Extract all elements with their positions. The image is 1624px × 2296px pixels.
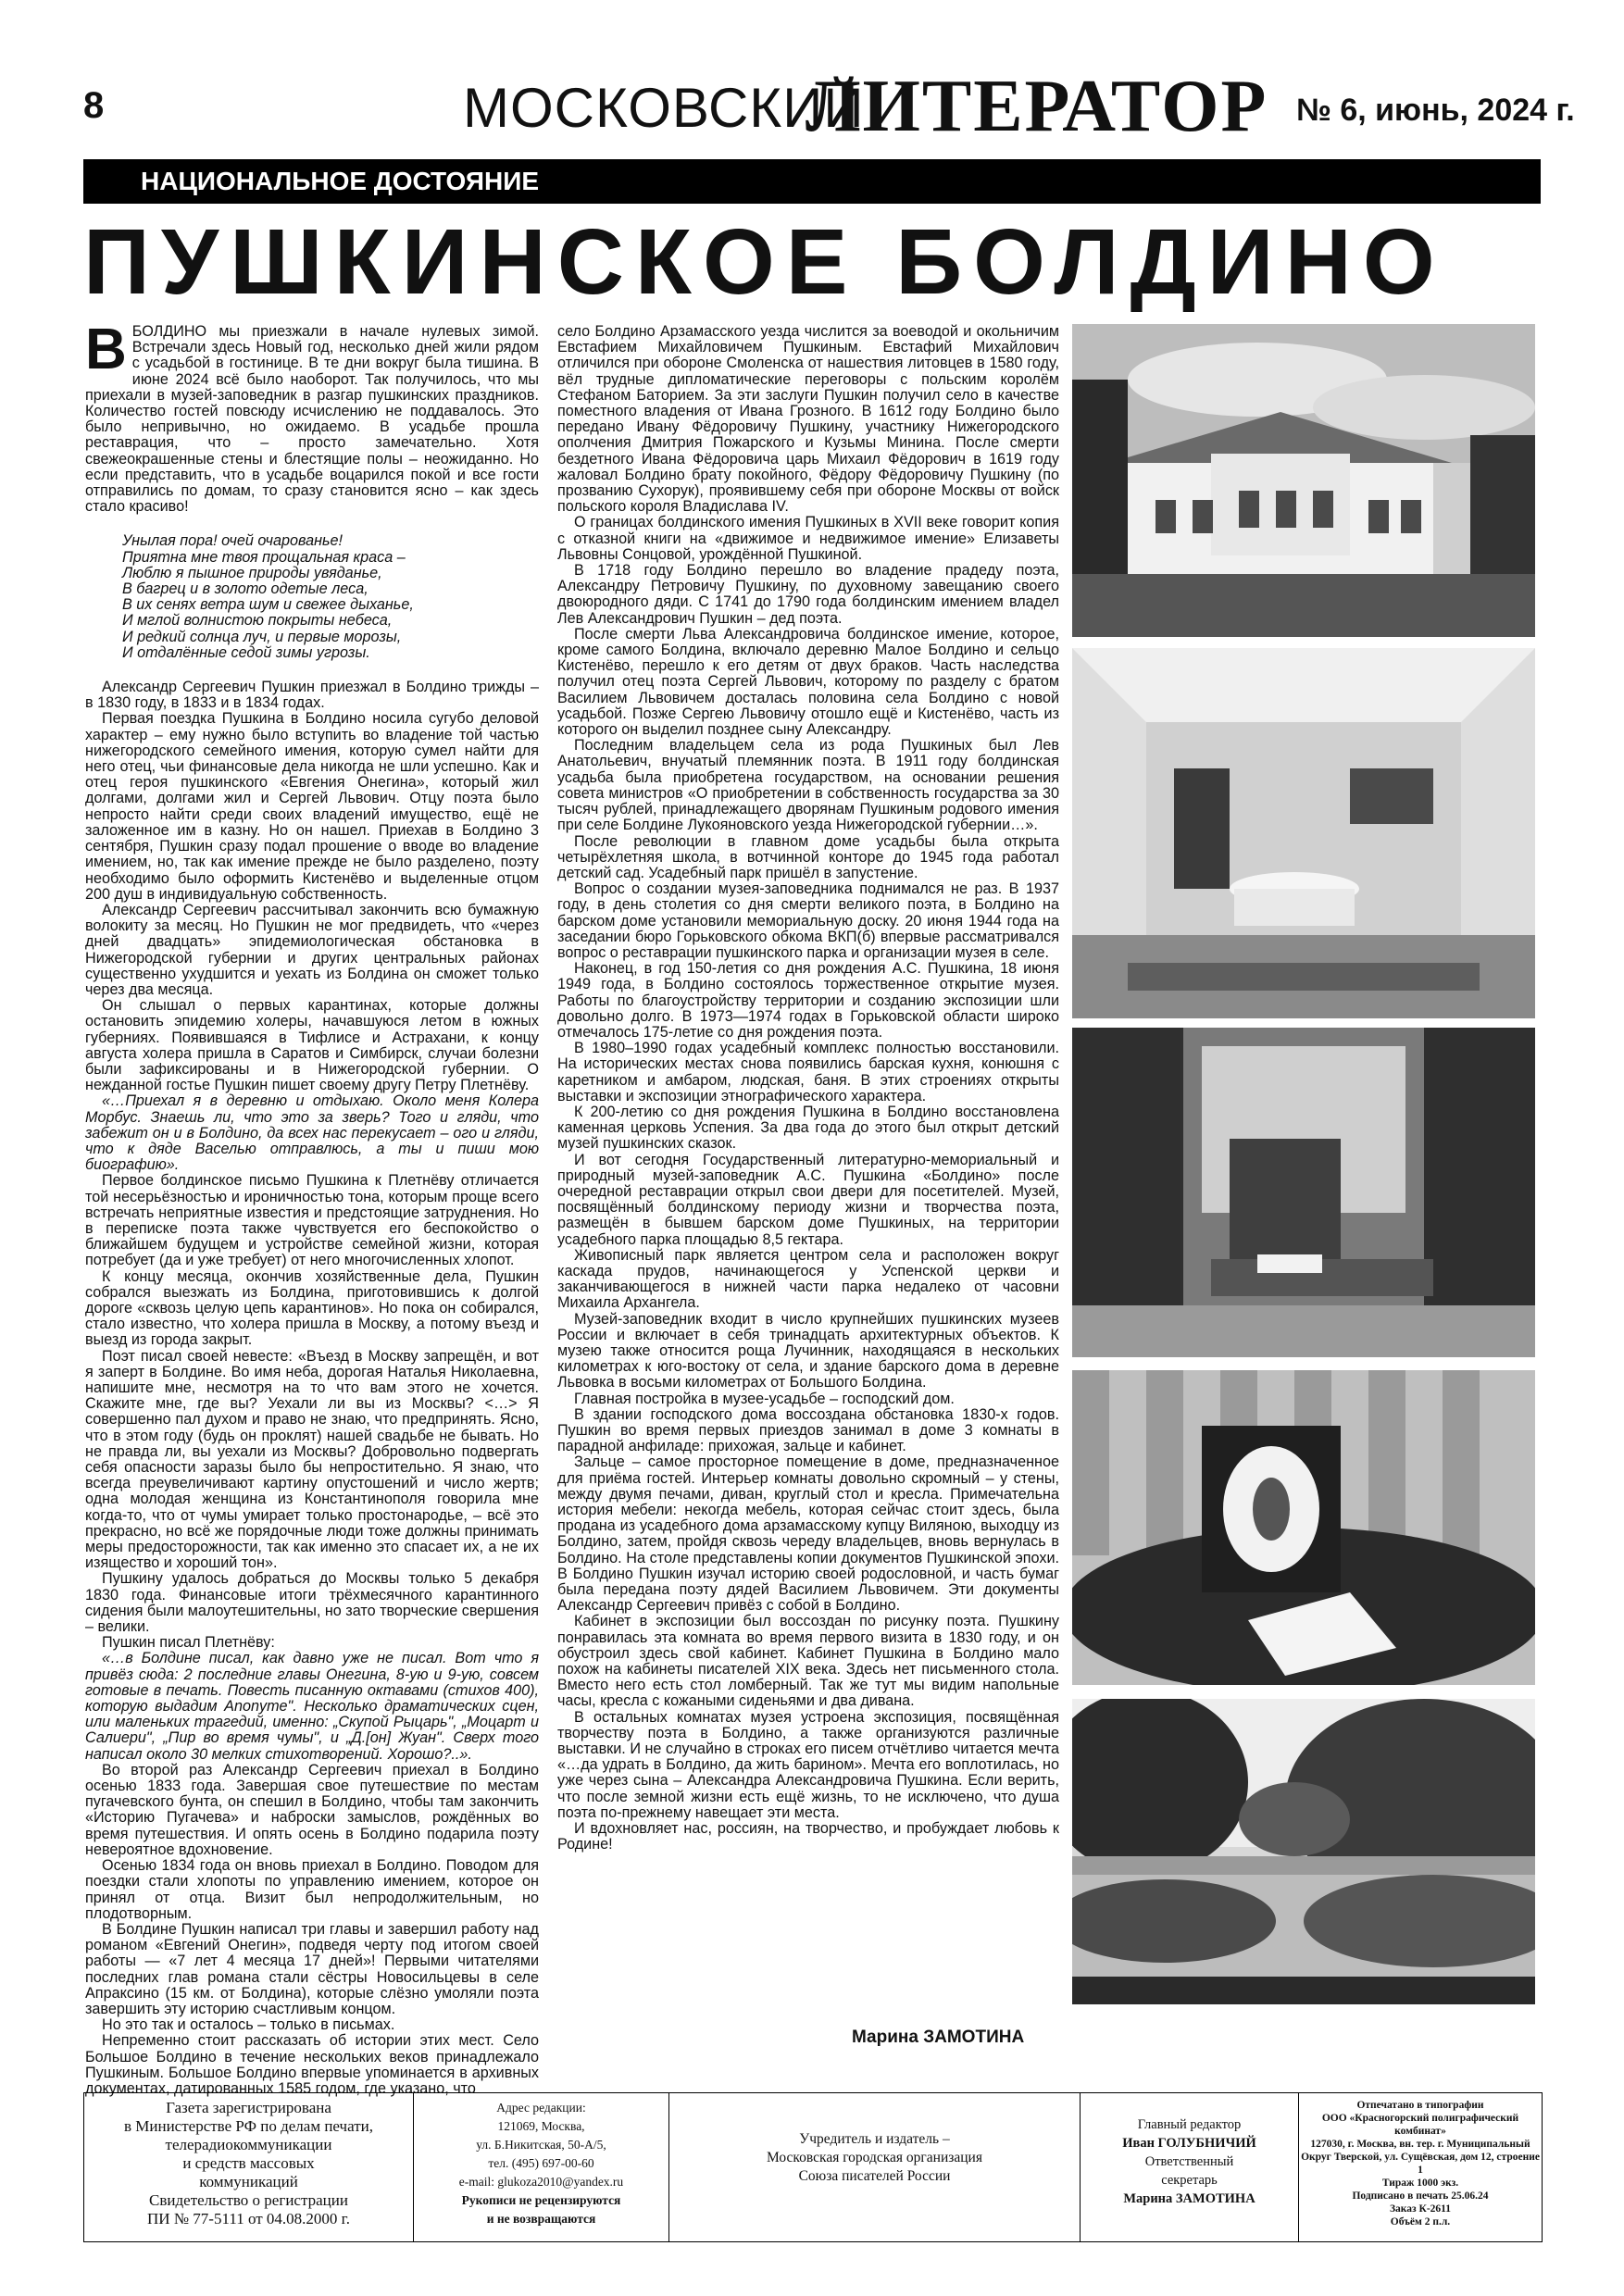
paragraph: Александр Сергеевич Пушкин приезжал в Болдино трижды – в 1830 году, в 1833 и в 1834 годах.	[85, 679, 539, 712]
footer-line: ул. Б.Никитская, 50-А/5,	[476, 2138, 606, 2152]
footer-line: Заказ К-2611	[1389, 2203, 1452, 2215]
paragraph: После смерти Льва Александровича болдинское имение, которое, кроме самого Болдина, включало деревню Малое Болдино и сельцо Кистенёво, перешло к его детям от двух браков. Часть наследства получил отец поэта Сергей Львович, которому по разделу с братом Василием Львовичем досталась половина села Болдино с новой усадьбой. Позже Сергею Львовичу отошло ещё и Кистенёво, часть из которого он выделил позднее сыну Александру.	[557, 625, 1059, 739]
footer-line: Тираж 1000 экз.	[1381, 2177, 1459, 2189]
paragraph: Живописный парк является центром села и расположен вокруг каскада прудов, начинающегося у Успенской церкви и заканчивающегося в нижней части парка недалеко от часовни Михаила Архангела.	[557, 1246, 1059, 1312]
poem-line: Унылая пора! очей очарованье!	[122, 532, 344, 550]
paragraph: Кабинет в экспозиции был воссоздан по рисунку поэта. Пушкину понравилась эта комната во время первого визита в 1830 году, и он обустроил здесь свой кабинет. Кабинет Пушкина в Болдино мало похож на кабинеты писателей XIX века. Здесь нет письменного стола. Вместо него есть стол ломберный. Так же тут мы видим напольные часы, кресла с кожаными сиденьями и два дивана.	[557, 1613, 1059, 1710]
paragraph: В остальных комнатах музея устроена экспозиция, посвящённая творчеству поэта в Болдино, а также организуются различные выставки. И не случайно в строках его писем отчётливо читается мечта «…да удрать в Болдино, да жить барином». Мечта его воплотилась, но уже через сына – Александра Александровича Пушкина. Если верить, что после земной жизни есть ещё жизнь, то не исключено, что душа поэта по-прежнему навещает эти места.	[557, 1708, 1059, 1821]
paragraph: Главная постройка в музее-усадьбе – господский дом.	[574, 1390, 955, 1407]
footer-line: Округ Тверской, ул. Сущёвская, дом 12, строение 1	[1301, 2152, 1540, 2176]
imprint-footer	[83, 2092, 1543, 2242]
poem-line: В их сенях ветра шум и свежее дыханье,	[122, 596, 414, 614]
photo-study-room	[1072, 1028, 1535, 1357]
lead-text: БОЛДИНО мы приезжали в начале нулевых зимой. Встречали здесь Новый год, несколько дней жили рядом с усадьбой в гостинице. В те дни вокруг была тишина. В июне 2024 всё было наоборот. Так получилось, что мы приехали в музей-заповедник в разгар пушкинских праздников. Количество гостей повсюду исчислению не поддавалось. Это было непривычно, но ожидаемо. В усадьбе прошла реставрация, что – просто замечательно. Хотя свежеокрашенные стены и блестящие полы – неожиданно. Но если представить, что в усадьбе воцарился покой и все гости отправились по домам, то сразу становится ясно – как здесь стало красиво!	[85, 323, 539, 516]
paragraph: Осенью 1834 года он вновь приехал в Болдино. Поводом для поездки стали хлопоты по управлению имением, которое он принял от отца. Визит был непродолжительным, но плодотворным.	[85, 1857, 539, 1922]
poem-line: Люблю я пышное природы увяданье,	[122, 564, 382, 581]
author-signature: Марина ЗАМОТИНА	[852, 2028, 1025, 2047]
footer-line: Московская городская организация	[767, 2150, 982, 2165]
footer-line: Газета зарегистрирована	[166, 2099, 331, 2116]
paragraph: Во второй раз Александр Сергеевич приехал в Болдино осенью 1833 года. Завершая свое путешествие по местам пугачевского бунта, он спешил в Болдино, чтобы там закончить «Историю Пугачева» и наброски замыслов, рождённых во время путешествия. И опять осень в Болдино подарила поэту невероятное вдохновение.	[85, 1761, 539, 1858]
masthead-big: ЛИТЕРАТОР	[806, 66, 1268, 147]
paragraph: И вот сегодня Государственный литературно-мемориальный и природный музей-заповедник А.С. Пушкина «Болдино» после очередной реставрации открыл свои двери для посетителей. Музей, посвящённый болдинскому периоду жизни и творчества поэта, размещён в бывшем барском доме Пушкиных, на территории усадебного парка площадью 8,5 гектара.	[557, 1151, 1059, 1248]
masthead-small: МОСКОВСКИЙ	[463, 77, 865, 139]
paragraph: Наконец, в год 150-летия со дня рождения А.С. Пушкина, 18 июня 1949 года, в Болдино состоялось торжественное открытие музея. Работы по благоустройству территории и созданию экспозиции шли довольно долго. В 1973—1974 годах в Горьковской области широко отмечалось 175-летие со дня рождения поэта.	[557, 960, 1059, 1041]
footer-line: Марина ЗАМОТИНА	[1123, 2191, 1255, 2206]
footer-line: и не возвращаются	[486, 2212, 596, 2226]
paragraph: Александр Сергеевич рассчитывал закончить всю бумажную волокиту за месяц. Но Пушкин не мог предвидеть, что «через дней двадцать» эпидемиологическая обстановка в Нижегородской губернии и других центральных районах существенно ухудшится и уехать из Болдина он сможет только через два месяца.	[85, 901, 539, 998]
footer-line: секретарь	[1161, 2173, 1218, 2188]
footer-line: Главный редактор	[1137, 2117, 1242, 2132]
footer-registration	[84, 2093, 414, 2241]
column-1-body	[85, 680, 539, 2097]
footer-line: ПИ № 77-5111 от 04.08.2000 г.	[147, 2210, 350, 2227]
paragraph: Первое болдинское письмо Пушкина к Плетнёву отличается той несерьёзностью и ироничностью тона, которым проще всего встречать неприятные известия и предстоящие затруднения. Но в переписке поэта также чувствуется его беспокойство о ближайшем будущем и устройстве семейной жизни, которая потребует (да и уже требует) от него многочисленных хлопот.	[85, 1172, 539, 1269]
paragraph: Он слышал о первых карантинах, которые должны остановить эпидемию холеры, начавшуюся летом в южных губерниях. Появившаяся в Тифлисе и Астрахани, к концу августа холера пришла в Саратов и Симбирск, случаи болезни были зафиксированы и в Нижегородской губернии. О нежданной гостье Пушкин пишет своему другу Петру Плетнёву.	[85, 997, 539, 1094]
footer-line: и средств массовых	[182, 2154, 315, 2172]
photo-manor-house	[1072, 324, 1535, 637]
paragraph: Первая поездка Пушкина в Болдино носила сугубо деловой характер – ему нужно было вступить во владение той частью нижегородского семейного имения, которую сумел найти для него отец, чьи финансовые дела никогда не шли успешно. Как и отец героя пушкинского «Евгения Онегина», который жил долгами, долгами жил и Сергей Львович. Отцу поэта было непросто найти среди своих владений имущество, ещё не заложенное им в казну. Но он нашел. Приехав в Болдино 3 сентября, Пушкин сразу подал прошение о вводе во владение имением, но, так как имение прежде не было разделено, поэту необходимо было оформить Кистенёво и выделенные отцом 200 душ в индивидуальную собственность.	[85, 710, 539, 903]
paragraph: село Болдино Арзамасского уезда числится за воеводой и окольничим Евстафием Михайловичем Пушкиным. Евстафий Михайлович отличился при обороне Смоленска от нашествия литовцев в 1580 году, вёл трудные дипломатические переговоры с польским королём Стефаном Баторием. За эти заслуги Пушкин получил село в качестве поместного владения от Ивана Грозного. В 1612 году Болдино было передано Ивану Фёдоровичу Пушкину, участнику Нижегородского ополчения Дмитрия Пожарского и Кузьмы Минина. После смерти бездетного Ивана Фёдоровича царь Михаил Фёдорович в 1619 году жаловал Болдино брату покойного, Фёдору Фёдоровичу Пушкину (по прозванию Сухорук), проявившему себя при обороне Москвы от войск польского короля Владислава IV.	[557, 323, 1059, 516]
poem-line: И мглой волнистою покрыты небеса,	[122, 612, 393, 630]
paragraph: Вопрос о создании музея-заповедника поднимался не раз. В 1937 году, в день столетия со дня смерти великого поэта, в Болдино на барском доме установили мемориальную доску. 20 июня 1944 года на заседании бюро Горьковского обкома ВКП(б) впервые рассматривался вопрос о реставрации пушкинского парка и организации музея в селе.	[557, 880, 1059, 961]
paragraph: Последним владельцем села из рода Пушкиных был Лев Анатольевич, внучатый племянник поэта. В 1911 году болдинская усадьба была приобретена государством, на основании решения совета министров «О приобретении в собственность государства за 30 тысяч рублей, принадлежащего дворянам Пушкиным родового имения при селе Болдине Лукояновского уезда Нижегородской губернии…».	[557, 737, 1059, 834]
footer-line: коммуникаций	[199, 2173, 298, 2190]
footer-line: Адрес редакции:	[496, 2101, 586, 2115]
footer-address	[414, 2093, 669, 2241]
footer-line: Свидетельство о регистрации	[149, 2191, 348, 2209]
paragraph: Пушкин писал Плетнёву:	[102, 1634, 275, 1652]
poem-line: Приятна мне твоя прощальная краса –	[122, 548, 406, 566]
paragraph: К 200-летию со дня рождения Пушкина в Болдино восстановлена каменная церковь Успения. За два года до этого был открыт детский музей пушкинских сказок.	[557, 1103, 1059, 1153]
footer-line: Отпечатано в типографии	[1356, 2100, 1484, 2111]
footer-founder	[669, 2093, 1081, 2241]
footer-editors	[1081, 2093, 1299, 2241]
paragraph: После революции в главном доме усадьбы была открыта четырёхлетняя школа, в вотчинной конторе до 1945 года работал детский сад. Усадебный парк пришёл в запустение.	[557, 832, 1059, 881]
poem-line: И редкий солнца луч, и первые морозы,	[122, 628, 402, 645]
paragraph: В 1980–1990 годах усадебный комплекс полностью восстановили. На исторических местах снова появились барская кухня, конюшня с каретником и амбаром, людская, баня. В этих строениях открыты выставки и экспозиции этнографического характера.	[557, 1040, 1059, 1104]
footer-line: Ответственный	[1144, 2154, 1234, 2169]
paragraph: О границах болдинского имения Пушкиных в XVII веке говорит копия с отказной книги на «движимое и недвижимое имение» Елизаветы Львовны Сонцовой, урождённой Пушкиной.	[557, 514, 1059, 563]
footer-line: телерадиокоммуникации	[165, 2136, 332, 2153]
page-number: 8	[83, 85, 105, 126]
paragraph: Зальце – самое просторное помещение в доме, предназначенное для приёма гостей. Интерьер комнаты довольно скромный – у стены, между двумя печами, диван, круглый стол и кресла. Примечательна история мебели: некогда мебель, которая сейчас стоит здесь, была продана из усадебного дома арзамасскому купцу Виляною, выходцу из Болдино, затем, пройдя сквозь череду владельцев, вновь вернулась в Болдино. На столе представлены копии документов Пушкинской эпохи. В Болдино Пушкин изучал историю своей родословной, и часть бумаг была передана поэту дядей Василием Львовичем. Эти документы Александр Сергеевич привёз с собой в Болдино.	[557, 1454, 1059, 1615]
footer-line: в Министерстве РФ по делам печати,	[124, 2117, 373, 2135]
footer-line: e-mail: glukoza2010@yandex.ru	[458, 2175, 624, 2189]
photo-portrait-on-table	[1072, 1370, 1535, 1685]
poem-line: И отдалённые седой зимы угрозы.	[122, 643, 370, 661]
lead-paragraph	[85, 318, 539, 516]
issue-date: № 6, июнь, 2024 г.	[1296, 93, 1575, 128]
footer-line: Иван ГОЛУБНИЧИЙ	[1122, 2136, 1256, 2151]
footer-line: тел. (495) 697-00-60	[488, 2156, 594, 2170]
footer-line: ООО «Красногорский полиграфический комбинат»	[1321, 2113, 1519, 2137]
column-2-body	[557, 324, 1059, 1853]
paragraph: Непременно стоит рассказать об истории этих мест. Село Большое Болдино в течение нескольких веков принадлежало Пушкиным. Большое Болдино впервые упоминается в архивных документах, датированных 1585 годом, где указано, что	[85, 2032, 539, 2097]
footer-line: 127030, г. Москва, вн. тер. г. Муниципальный	[1310, 2139, 1530, 2150]
footer-printing	[1299, 2093, 1542, 2241]
footer-line: Рукописи не рецензируются	[461, 2193, 621, 2207]
drop-cap: В	[85, 318, 127, 381]
paragraph: Музей-заповедник входит в число крупнейших пушкинских музеев России и включает в себя тринадцать архитектурных объектов. К музею также относится роща Лучинник, находящаяся в нескольких километрах к юго-востоку от села, и здание барского дома в деревне Львовка в восьми километрах от Большого Болдина.	[557, 1310, 1059, 1391]
footer-line: 121069, Москва,	[497, 2119, 585, 2133]
rubric-banner: НАЦИОНАЛЬНОЕ ДОСТОЯНИЕ	[83, 159, 1541, 204]
paragraph: К концу месяца, окончив хозяйственные дела, Пушкин собрался выезжать из Болдина, приготовившись к долгой дороге «сквозь целую цепь карантинов». Но пока он собирался, стало известно, что холера пришла в Москву, а потому въезд и выезд из города закрыт.	[85, 1267, 539, 1349]
paragraph: Но это так и осталось – только в письмах.	[102, 2016, 395, 2034]
article-column-2	[557, 324, 1059, 1853]
article-column-1	[85, 318, 539, 2097]
footer-line: Союза писателей России	[798, 2168, 951, 2184]
paragraph: И вдохновляет нас, россиян, на творчество, и пробуждает любовь к Родине!	[557, 1820, 1059, 1853]
paragraph: В 1718 году Болдино перешло во владение прадеду поэта, Александру Петровичу Пушкину, по духовному завещанию своего двоюродного дяди. С 1741 до 1790 года болдинским имением владел Лев Александрович Пушкин – дед поэта.	[557, 562, 1059, 627]
paragraph: В Болдине Пушкин написал три главы и завершил работу над романом «Евгений Онегин», подведя черту под итогом своей работы — «7 лет 4 месяца 17 дней»! Первыми читателями последних глав романа стали сёстры Новосильцевы в селе Апраксино (15 км. от Болдина), которые слёзно умоляли поэта завершить эту историю счастливым концом.	[85, 1920, 539, 2017]
paragraph: «…в Болдине писал, как давно уже не писал. Вот что я привёз сюда: 2 последние главы Онегина, 8-ую и 9-ую, совсем готовые в печать. Повесть писанную октавами (стихов 400), которую выдадим Anonyme". Несколько драматических сцен, или маленьких трагедий, именно: „Скупой Рыцарь", „Моцарт и Салиери", „Пир во время чумы", и „Д.[он] Жуан". Сверх того написал около 30 мелких стихотворений. Хорошо?..».	[85, 1650, 539, 1763]
footer-line: Объём 2 п.л.	[1390, 2216, 1451, 2227]
footer-line: Подписано в печать 25.06.24	[1352, 2190, 1489, 2202]
poem-line: В багрец и в золото одетые леса,	[122, 580, 369, 598]
paragraph: В здании господского дома воссоздана обстановка 1830-х годов. Пушкин во время первых приездов занимал в доме 3 комнаты в парадной анфиладе: прихожая, зальце и кабинет.	[557, 1405, 1059, 1455]
photo-park-pond	[1072, 1699, 1535, 2004]
paragraph: Поэт писал своей невесте: «Въезд в Москву запрещён, и вот я заперт в Болдине. Во имя неба, дорогая Наталья Николаевна, напишите мне, несмотря на то что вам этого не хочется. Скажите мне, где вы? Уехали ли вы из Москвы? <…> Я совершенно пал духом и право не знаю, что предпринять. Ясно, что в этом году (будь он проклят) нашей свадьбе не бывать. Но не правда ли, вы уехали из Москвы? Добровольно подвергать себя опасности заразы было бы непростительно. Я знаю, что всегда преувеличивают картину опустошений и число жертв; одна молодая женщина из Константинополя говорила мне когда-то, что от чумы умирает только простонародье, – всё это прекрасно, но всё же порядочные люди тоже должны принимать меры предосторожности, так как именно это спасает их, а не их изящество и хороший тон».	[85, 1347, 539, 1572]
photo-hall-interior	[1072, 648, 1535, 1018]
poem	[122, 533, 539, 661]
paragraph: «…Приехал я в деревню и отдыхаю. Около меня Колера Морбус. Знаешь ли, что это за зверь? Того и гляди, что забежит он и в Болдино, да всех нас перекусает – ого и гляди, что к дяде Васелью отправлюсь, а ты и пиши мою биографию».	[85, 1092, 539, 1174]
headline: ПУШКИНСКОЕ БОЛДИНО	[83, 210, 1446, 314]
paragraph: Пушкину удалось добраться до Москвы только 5 декабря 1830 года. Финансовые итоги трёхмесячного карантинного сидения были малоутешительны, но зато творческие свершения – велики.	[85, 1570, 539, 1636]
footer-line: Учредитель и издатель –	[799, 2131, 950, 2147]
